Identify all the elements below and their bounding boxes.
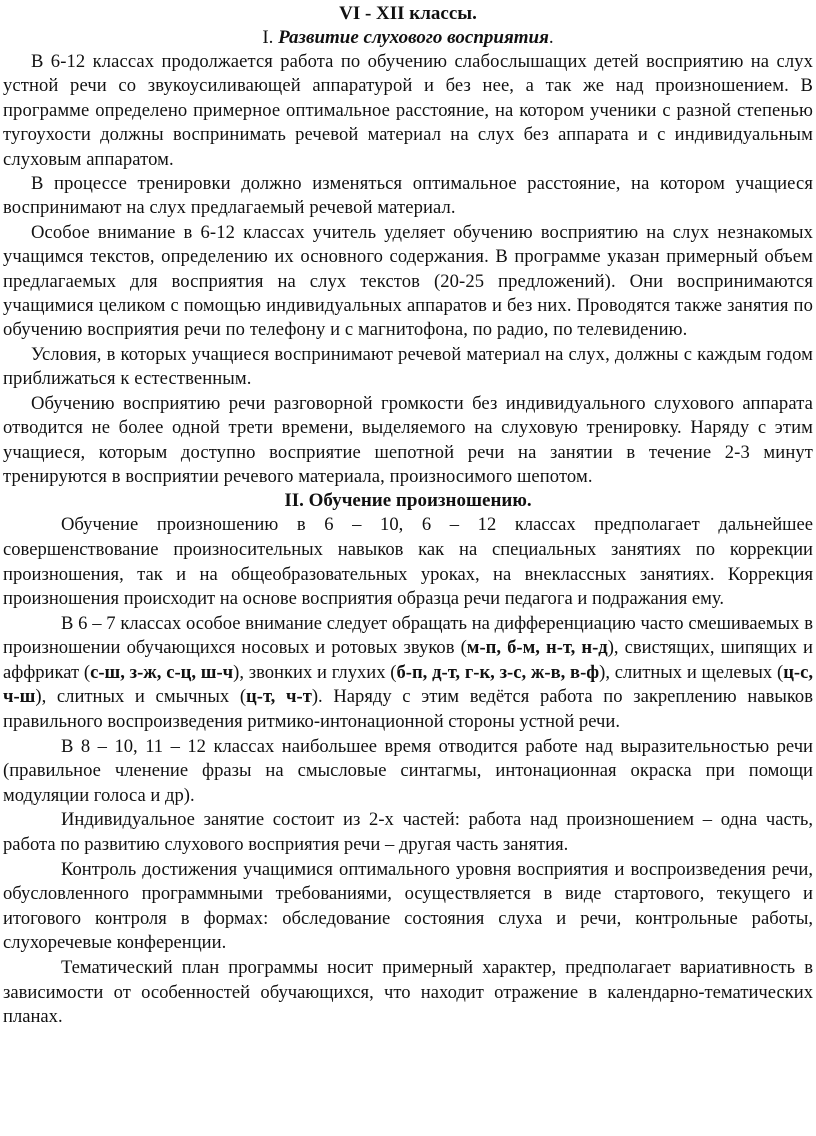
section1-number: I.	[262, 27, 279, 48]
section2-paragraph-sounds	[3, 612, 813, 735]
section1-paragraph: В процессе тренировки должно изменяться оптимальное расстояние, на котором учащиеся воспринимают на слух предлагаемый речевой материал.	[3, 173, 813, 219]
sound-pairs: б-п, д-т, г-к, з-с, ж-в, в-ф	[396, 661, 600, 683]
section1-paragraph: Условия, в которых учащиеся воспринимают речевой материал на слух, должны с каждым годом приближаться к естественным.	[3, 343, 813, 390]
section1-paragraph: Особое внимание в 6-12 классах учитель уделяет обучению восприятию на слух незнакомых учащимся текстов, определению их основного содержания. В программе указан примерный объем предлагаемых для восприятия на слух текстов (20-25 предложений). Они воспринимаются учащимися целиком с помощью индивидуальных аппаратов и без них. Проводятся также занятия по обучению восприятия речи по телефону и с магнитофона, по радио, по телевидению.	[3, 221, 813, 341]
section2-paragraph: Индивидуальное занятие состоит из 2-х частей: работа над произношением – одна часть, работа по развитию слухового восприятия речи – другая часть занятия.	[3, 809, 813, 856]
section1-heading	[3, 26, 813, 50]
section1-paragraph: Обучению восприятию речи разговорной громкости без индивидуального слухового аппарата отводится не более одной трети времени, выделяемого на слуховую тренировку. Наряду с этим учащиеся, которым доступно восприятие шепотной речи на занятии в течение 2-3 минут тренируются в восприятии речевого материала, произносимого шепотом.	[3, 392, 813, 487]
text-run: ). Наряду с этим ведётся работа по закреплению навыков правильного воспроизведения ритмико-интонационной стороны устной речи.	[3, 686, 814, 733]
sound-pairs: ц-т, ч-т	[246, 686, 312, 708]
section2-paragraph: Тематический план программы носит примерный характер, предполагает вариативность в зависимости от особенностей обучающихся, что находит отражение в календарно-тематических планах.	[3, 957, 813, 1028]
section1-paragraph: В 6-12 классах продолжается работа по обучению слабослышащих детей восприятию на слух устной речи со звукоусиливающей аппаратурой и без нее, а так же над произношением. В программе определено примерное оптимальное расстояние, на котором ученики с разной степенью тугоухости должны воспринимать речевой материал на слух без аппарата и с индивидуальным слуховым аппаратом.	[3, 51, 813, 170]
text-run: ), звонких и глухих (	[233, 661, 397, 683]
section2-paragraph: Контроль достижения учащимися оптимального уровня восприятия и воспроизведения речи, обусловленного программными требованиями, осуществляется в виде стартового, текущего и итогового контроля в формах: обследование состояния слуха и речи, контрольные работы, слухоречевые конференции.	[3, 858, 813, 954]
grade-title: VI - XII классы.	[339, 3, 477, 24]
text-run: В 6 – 7 классах особое внимание следует обращать на дифференциацию часто смешиваемых в произношении обучающихся носовых и ротовых звуков (	[3, 612, 813, 659]
section2-paragraph: Обучение произношению в 6 – 10, 6 – 12 классах предполагает дальнейшее совершенствование произносительных навыков как на специальных занятиях по коррекции произношения, так и на общеобразовательных уроках, на внеклассных занятиях. Коррекция произношения происходит на основе восприятия образца речи педагога и подражания ему.	[3, 514, 813, 610]
sound-pairs: ц-с, ч-ш	[3, 661, 813, 708]
section2-paragraph: В 8 – 10, 11 – 12 классах наибольшее время отводится работе над выразительностью речи (правильное членение фразы на смысловые синтагмы, интонационная окраска при помощи модуляции голоса и др).	[3, 735, 813, 806]
section1-title: Развитие слухового восприятия	[278, 27, 549, 48]
text-run: ), слитных и смычных (	[35, 686, 247, 708]
sound-pairs: с-ш, з-ж, с-ц, ш-ч	[90, 661, 234, 683]
section2-body	[3, 513, 813, 1029]
section1-body	[3, 50, 813, 489]
text-run: ), свистящих, шипящих и аффрикат (	[3, 637, 813, 683]
section2-title: II. Обучение произношению.	[284, 490, 532, 512]
text-run: ), слитных и щелевых (	[599, 661, 784, 683]
section1-dot: .	[548, 27, 554, 48]
sound-pairs: м-п, б-м, н-т, н-д	[466, 637, 608, 659]
